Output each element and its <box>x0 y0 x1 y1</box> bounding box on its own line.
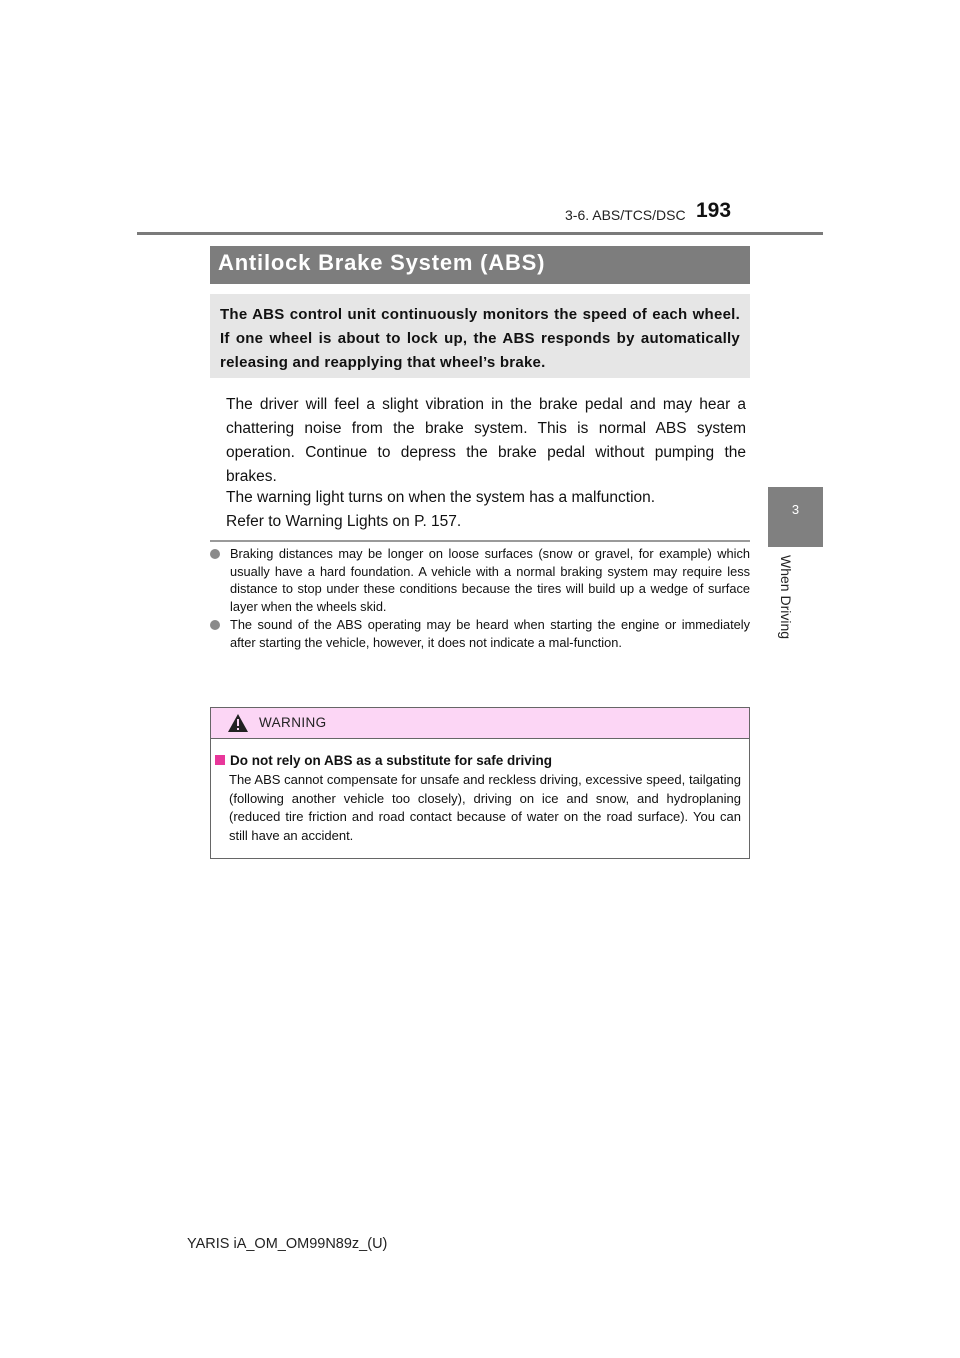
warning-label: WARNING <box>259 715 327 730</box>
note-text: Braking distances may be longer on loose surfaces (snow or gravel, for example) which usually have a hard foundation. A vehicle with a normal braking system may require less distance to stop under these conditions because the tires will build up a wedge of surface layer when the wheels skid. <box>230 546 750 614</box>
warning-heading <box>215 753 552 768</box>
section-label: 3-6. ABS/TCS/DSC <box>565 207 686 223</box>
chapter-tab: 3 <box>768 487 823 547</box>
warning-heading-text: Do not rely on ABS as a substitute for safe driving <box>230 753 553 768</box>
body-paragraph: The driver will feel a slight vibration in the brake pedal and may hear a chattering noise from the brake system. This is normal ABS system operation. Continue to depress the brake pedal without pumping the brakes. <box>226 396 746 485</box>
bullet-icon <box>210 549 220 559</box>
intro-summary: The ABS control unit continuously monitors the speed of each wheel. If one wheel is about to lock up, the ABS responds by automatically releasing and reapplying that wheel’s brake. <box>210 294 750 378</box>
chapter-title: When Driving <box>778 555 794 640</box>
list-item <box>210 616 750 651</box>
reference-link: Refer to Warning Lights on P. 157. <box>226 513 462 530</box>
warning-text: The ABS cannot compensate for unsafe and reckless driving, excessive speed, tailgating (following another vehicle too closely), driving on ice and snow, and hydroplaning (reduced tire friction and road contact because of water on the road surface). You can still have an accident. <box>229 772 741 843</box>
note-text: The sound of the ABS operating may be heard when starting the engine or immediately after starting the vehicle, however, it does not indicate a mal-function. <box>230 617 750 650</box>
page-number: 193 <box>696 199 732 222</box>
body-paragraph-warning-light <box>226 486 746 534</box>
section-title: Antilock Brake System (ABS) <box>210 246 750 284</box>
bullet-icon <box>210 620 220 630</box>
warning-box <box>210 707 750 859</box>
notes-list <box>210 545 750 652</box>
warning-light-sentence: The warning light turns on when the system has a malfunction. <box>226 489 656 506</box>
warning-header <box>211 708 749 739</box>
square-bullet-icon <box>215 755 225 765</box>
divider <box>210 540 750 542</box>
footer-code: YARIS iA_OM_OM99N89z_(U) <box>187 1236 388 1252</box>
list-item <box>210 545 750 615</box>
warning-triangle-icon <box>227 713 249 738</box>
header-rule <box>137 232 823 235</box>
